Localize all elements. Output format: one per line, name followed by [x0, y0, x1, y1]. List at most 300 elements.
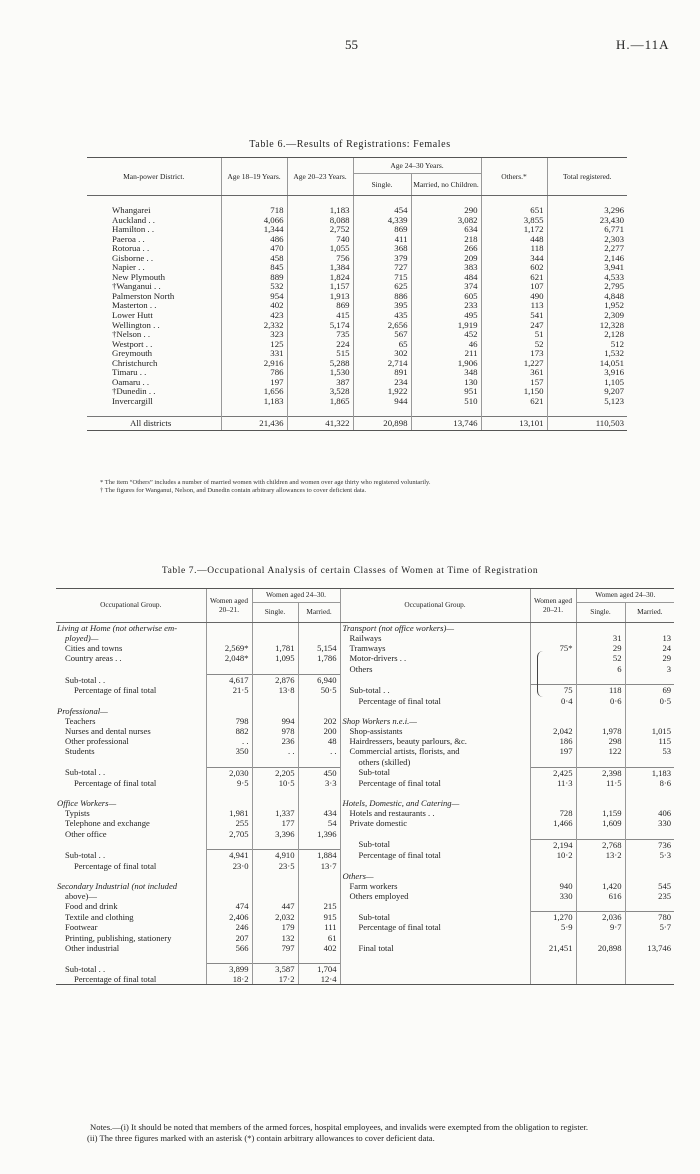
- cell-b: 2,752: [287, 225, 353, 235]
- left-value-s: 2,205: [252, 767, 298, 778]
- cell-s: 4,339: [353, 216, 411, 226]
- cell-b: 387: [287, 378, 353, 388]
- district-name: Oamaru . .: [112, 377, 150, 387]
- left-value-s: 17·2: [252, 974, 298, 985]
- left-value-m: 5,154: [298, 643, 340, 653]
- left-value-s: 797: [252, 943, 298, 953]
- right-group-label: [340, 964, 530, 975]
- right-group-label: Transport (not office workers)—: [340, 623, 530, 634]
- right-value-s: 20,898: [576, 943, 625, 953]
- right-group-label: Percentage of final total: [340, 850, 530, 861]
- district-row: [87, 263, 627, 273]
- col-age-18-19: Age 18–19 Years.: [221, 158, 287, 196]
- left-group-label: Other office: [65, 828, 107, 839]
- cell-a: 889: [221, 273, 287, 283]
- cell-t: 2,128: [547, 330, 627, 340]
- left-value-w: [206, 881, 252, 891]
- left-value-m: 1,704: [298, 964, 340, 975]
- left-value-m: [298, 757, 340, 768]
- right-value-s: 6: [576, 664, 625, 675]
- left-group-label: Percentage of final total: [56, 974, 206, 985]
- right-value-w: 2,425: [530, 767, 576, 778]
- left-group-label: Secondary Industrial (not included: [57, 880, 178, 891]
- right-value-s: 2,398: [576, 767, 625, 778]
- left-group-label: [56, 839, 206, 850]
- left-value-s: [252, 881, 298, 891]
- cell-b: 1,183: [287, 206, 353, 216]
- left-group-label: Other professional: [65, 736, 129, 747]
- district-row: [87, 378, 627, 388]
- table-row: [56, 798, 674, 808]
- left-value-w: 18·2: [206, 974, 252, 985]
- cell-o: 1,227: [481, 359, 547, 369]
- right-value-m: [625, 901, 674, 912]
- cell-m: 209: [411, 254, 481, 264]
- right-value-m: [625, 953, 674, 964]
- cell-s: 2,714: [353, 359, 411, 369]
- right-value-m: 545: [625, 881, 674, 891]
- right-group-label: Shop-assistants: [340, 726, 530, 736]
- left-group-label: [56, 664, 206, 675]
- cell-a: 2,916: [221, 359, 287, 369]
- district-name: Wellington . .: [112, 320, 160, 330]
- district-row: [87, 282, 627, 292]
- left-value-s: [252, 623, 298, 634]
- cell-b: 8,088: [287, 216, 353, 226]
- left-value-m: 61: [298, 933, 340, 943]
- left-group-label: Footwear: [65, 922, 98, 933]
- cell-m: 510: [411, 397, 481, 407]
- left-group-label: Professional—: [57, 705, 108, 716]
- right-value-w: 5·9: [530, 922, 576, 932]
- right-group-label: Percentage of final total: [340, 778, 530, 788]
- left-value-s: 2,032: [252, 912, 298, 923]
- right-value-m: [625, 964, 674, 975]
- cell-a: 486: [221, 235, 287, 245]
- cell-m: 452: [411, 330, 481, 340]
- left-value-w: 2,030: [206, 767, 252, 778]
- left-group-label: Cities and towns: [65, 643, 123, 654]
- table-row: [56, 861, 674, 871]
- district-name: Masterton . .: [112, 301, 157, 311]
- cell-s: 944: [353, 397, 411, 407]
- registrations-table: [87, 157, 627, 431]
- right-value-w: 75: [530, 685, 576, 696]
- left-value-m: 111: [298, 922, 340, 932]
- col-married: Married, no Children.: [411, 174, 481, 196]
- cell-m: 484: [411, 273, 481, 283]
- left-value-s: 994: [252, 716, 298, 726]
- right-group-label: Motor-drivers . .: [340, 653, 530, 663]
- left-value-w: 4,617: [206, 674, 252, 685]
- right-value-m: 24: [625, 643, 674, 653]
- transport-brace: [537, 651, 546, 697]
- cell-o: 107: [481, 282, 547, 292]
- cell-s: 379: [353, 254, 411, 264]
- right-value-s: [576, 901, 625, 912]
- left-group-label: [56, 696, 206, 706]
- col-single: Single.: [353, 174, 411, 196]
- cell-o: 344: [481, 254, 547, 264]
- left-group-label: Living at Home (not otherwise em-: [57, 623, 178, 633]
- right-group-label: Tramways: [340, 643, 530, 653]
- right-value-s: [576, 933, 625, 943]
- left-group-label: Food and drink: [65, 901, 118, 912]
- right-value-s: [576, 829, 625, 840]
- total-row: [87, 417, 627, 431]
- right-value-w: [530, 798, 576, 808]
- left-value-w: 882: [206, 726, 252, 736]
- cell-t: 3,296: [547, 206, 627, 216]
- right-value-m: [625, 757, 674, 768]
- table-row: [56, 653, 674, 663]
- district-name: †Wanganui . .: [112, 282, 161, 292]
- left-group-label: Printing, publishing, stationery: [65, 932, 172, 943]
- left-value-s: [252, 891, 298, 901]
- table-row: [56, 953, 674, 964]
- district-row: [87, 225, 627, 235]
- table-row: [56, 974, 674, 985]
- cell-t: 5,123: [547, 397, 627, 407]
- cell-a: 4,066: [221, 216, 287, 226]
- cell-a: 423: [221, 311, 287, 321]
- cell-s: 1,922: [353, 387, 411, 397]
- table-row: [56, 757, 674, 768]
- cell-m: 1,906: [411, 359, 481, 369]
- cell-m: 605: [411, 292, 481, 302]
- right-value-s: 1,159: [576, 808, 625, 818]
- cell-b: 224: [287, 340, 353, 350]
- cell-o: 247: [481, 321, 547, 331]
- right-group-label: [340, 788, 530, 798]
- right-value-m: [625, 623, 674, 634]
- left-value-s: [252, 633, 298, 643]
- cell-b: 869: [287, 301, 353, 311]
- left-value-m: 3·3: [298, 778, 340, 788]
- right-value-s: [576, 953, 625, 964]
- left-value-s: 23·5: [252, 861, 298, 871]
- right-value-m: 780: [625, 912, 674, 923]
- cell-m: 951: [411, 387, 481, 397]
- cell-t: 9,207: [547, 387, 627, 397]
- right-group-label: Others employed: [340, 891, 530, 901]
- cell-b: 735: [287, 330, 353, 340]
- right-value-m: 8·6: [625, 778, 674, 788]
- table-row: [56, 871, 674, 881]
- cell-m: 218: [411, 235, 481, 245]
- right-value-s: [576, 716, 625, 726]
- left-value-m: . .: [298, 746, 340, 756]
- left-value-m: 200: [298, 726, 340, 736]
- right-value-s: 616: [576, 891, 625, 901]
- right-value-w: 21,451: [530, 943, 576, 953]
- district-name: Westport . .: [112, 339, 153, 349]
- district-row: [87, 292, 627, 302]
- left-value-w: [206, 871, 252, 881]
- right-value-s: [576, 674, 625, 685]
- right-group-label: Final total: [340, 943, 530, 953]
- right-group-label: [340, 674, 530, 685]
- right-group-label: others (skilled): [340, 757, 530, 768]
- table-row: [56, 716, 674, 726]
- left-value-m: [298, 706, 340, 716]
- table-row: [56, 850, 674, 861]
- col-single-left: Single.: [252, 603, 298, 623]
- cell-t: 3,916: [547, 368, 627, 378]
- left-value-m: [298, 871, 340, 881]
- left-value-m: 202: [298, 716, 340, 726]
- right-value-s: 11·5: [576, 778, 625, 788]
- table-row: [56, 633, 674, 643]
- right-value-w: [530, 953, 576, 964]
- left-value-m: 12·4: [298, 974, 340, 985]
- table-row: [56, 829, 674, 840]
- cell-o: 1,172: [481, 225, 547, 235]
- table-row: [56, 839, 674, 850]
- cell-t: 2,309: [547, 311, 627, 321]
- table-row: [56, 674, 674, 685]
- cell-t: 6,771: [547, 225, 627, 235]
- district-row: [87, 368, 627, 378]
- left-value-s: 10·5: [252, 778, 298, 788]
- left-group-label: Textile and clothing: [65, 912, 134, 923]
- note-asterisk: (ii) The three figures marked with an asterisk (*) contain arbitrary allowances to cover deficient data.: [87, 1132, 435, 1143]
- left-value-m: 215: [298, 901, 340, 912]
- left-value-m: 402: [298, 943, 340, 953]
- left-value-w: 2,048*: [206, 653, 252, 663]
- right-group-label: Commercial artists, florists, and: [340, 746, 530, 756]
- cell-a: 458: [221, 254, 287, 264]
- district-name: Christchurch: [112, 358, 158, 368]
- right-group-label: [340, 829, 530, 840]
- right-value-m: [625, 788, 674, 798]
- district-name: All districts: [87, 417, 221, 431]
- right-value-s: 0·6: [576, 696, 625, 706]
- table7-notes: [74, 1122, 588, 1143]
- table-row: [56, 706, 674, 716]
- district-name: Palmerston North: [112, 291, 175, 301]
- cell-s: 715: [353, 273, 411, 283]
- left-group-label: Typists: [65, 808, 90, 819]
- left-group-label: Telephone and exchange: [65, 818, 150, 829]
- left-value-w: 2,406: [206, 912, 252, 923]
- table6-caption: Table 6.—Results of Registrations: Females: [249, 139, 451, 150]
- table-row: [56, 808, 674, 818]
- district-row: [87, 206, 627, 216]
- left-value-s: [252, 706, 298, 716]
- left-group-label: Office Workers—: [57, 798, 117, 809]
- cell-s: 411: [353, 235, 411, 245]
- cell-t: 12,328: [547, 321, 627, 331]
- table-row: [56, 881, 674, 891]
- cell-b: 5,174: [287, 321, 353, 331]
- table-row: [56, 726, 674, 736]
- cell-o: 602: [481, 263, 547, 273]
- cell-b: 1,865: [287, 397, 353, 407]
- cell-b: 1,055: [287, 244, 353, 254]
- right-value-w: [530, 706, 576, 716]
- district-row: [87, 216, 627, 226]
- table-row: [56, 664, 674, 675]
- cell-a: 1,656: [221, 387, 287, 397]
- left-value-s: 236: [252, 736, 298, 746]
- right-value-w: [530, 623, 576, 634]
- district-row: [87, 349, 627, 359]
- right-value-s: [576, 798, 625, 808]
- cell-b: 1,913: [287, 292, 353, 302]
- right-value-w: [530, 964, 576, 975]
- cell-b: 415: [287, 311, 353, 321]
- district-name: Invercargill: [112, 396, 153, 406]
- right-value-s: [576, 706, 625, 716]
- right-value-s: 9·7: [576, 922, 625, 932]
- left-value-s: 132: [252, 933, 298, 943]
- cell-m: 290: [411, 206, 481, 216]
- cell-a: 402: [221, 301, 287, 311]
- right-value-m: [625, 829, 674, 840]
- cell-s: 891: [353, 368, 411, 378]
- cell-o: 621: [481, 397, 547, 407]
- left-group-label: Sub-total . .: [65, 767, 106, 778]
- right-value-m: 736: [625, 839, 674, 850]
- right-value-w: [530, 757, 576, 768]
- cell-a: 125: [221, 340, 287, 350]
- col-women-20-21-right: Women aged 20–21.: [530, 589, 576, 623]
- left-group-label: Sub-total . .: [65, 674, 106, 685]
- left-value-m: [298, 623, 340, 634]
- left-value-s: [252, 788, 298, 798]
- left-value-s: 13·8: [252, 685, 298, 696]
- cell-o: 113: [481, 301, 547, 311]
- cell-s: 302: [353, 349, 411, 359]
- left-group-label: Percentage of final total: [74, 777, 157, 788]
- right-value-m: 29: [625, 653, 674, 663]
- cell-t: 1,952: [547, 301, 627, 311]
- table-row: [56, 736, 674, 746]
- right-value-m: 406: [625, 808, 674, 818]
- right-value-s: [576, 974, 625, 985]
- cell-t: 2,277: [547, 244, 627, 254]
- left-value-w: [206, 757, 252, 768]
- cell-b: 1,384: [287, 263, 353, 273]
- right-value-m: 0·5: [625, 696, 674, 706]
- left-value-m: [298, 664, 340, 675]
- cell-o: 51: [481, 330, 547, 340]
- cell-b: 5,288: [287, 359, 353, 369]
- table-row: [56, 943, 674, 953]
- left-value-s: 4,910: [252, 850, 298, 861]
- left-value-s: [252, 757, 298, 768]
- cell-o: 541: [481, 311, 547, 321]
- district-row: [87, 397, 627, 407]
- cell-m: 1,919: [411, 321, 481, 331]
- right-value-s: [576, 964, 625, 975]
- cell-b: 1,157: [287, 282, 353, 292]
- right-value-m: [625, 974, 674, 985]
- right-value-m: 235: [625, 891, 674, 901]
- left-value-w: 1,981: [206, 808, 252, 818]
- col-district: Man-power District.: [87, 158, 221, 196]
- left-value-w: 23·0: [206, 861, 252, 871]
- right-value-m: 1,015: [625, 726, 674, 736]
- left-value-s: [252, 871, 298, 881]
- district-row: [87, 254, 627, 264]
- left-group-label: above)—: [65, 891, 97, 901]
- left-value-s: 2,876: [252, 674, 298, 685]
- note-exemptions: Notes.—(i) It should be noted that members of the armed forces, hospital employees, and invalids were exempted from the obligation to register.: [90, 1122, 589, 1132]
- right-value-w: [530, 871, 576, 881]
- right-group-label: Others: [340, 664, 530, 675]
- table6-footnotes: [100, 479, 431, 495]
- right-group-label: [340, 706, 530, 716]
- right-value-m: 3: [625, 664, 674, 675]
- table-row: [56, 767, 674, 778]
- right-value-s: 298: [576, 736, 625, 746]
- left-group-label: [56, 953, 206, 964]
- left-value-m: 54: [298, 818, 340, 828]
- right-value-w: 940: [530, 881, 576, 891]
- left-value-w: 4,941: [206, 850, 252, 861]
- right-group-label: [340, 953, 530, 964]
- col-married-right: Married.: [625, 603, 674, 623]
- left-value-s: 1,095: [252, 653, 298, 663]
- right-value-w: 330: [530, 891, 576, 901]
- right-group-label: Percentage of final total: [340, 696, 530, 706]
- table-row: [56, 623, 674, 634]
- cell-o: 52: [481, 340, 547, 350]
- right-value-m: 1,183: [625, 767, 674, 778]
- left-value-m: [298, 881, 340, 891]
- cell-s: 886: [353, 292, 411, 302]
- right-group-label: Private domestic: [340, 818, 530, 828]
- table-row: [56, 891, 674, 901]
- cell-b: 740: [287, 235, 353, 245]
- right-value-w: 0·4: [530, 696, 576, 706]
- cell-b: 1,530: [287, 368, 353, 378]
- district-name: Gisborne . .: [112, 253, 154, 263]
- table-row: [56, 922, 674, 932]
- right-group-label: [340, 901, 530, 912]
- cell-t: 14,051: [547, 359, 627, 369]
- right-value-s: [576, 623, 625, 634]
- district-row: [87, 301, 627, 311]
- cell-o: 173: [481, 349, 547, 359]
- cell-s: 435: [353, 311, 411, 321]
- right-group-label: Hotels, Domestic, and Catering—: [340, 798, 530, 808]
- cell-a: 532: [221, 282, 287, 292]
- cell-s: 454: [353, 206, 411, 216]
- right-value-w: 1,270: [530, 912, 576, 923]
- left-value-w: 246: [206, 922, 252, 932]
- right-value-w: 728: [530, 808, 576, 818]
- cell-s: 2,656: [353, 321, 411, 331]
- cell-t: 1,532: [547, 349, 627, 359]
- cell-m: 374: [411, 282, 481, 292]
- cell-t: 4,533: [547, 273, 627, 283]
- left-value-w: [206, 706, 252, 716]
- right-value-w: 1,466: [530, 818, 576, 828]
- left-value-w: 350: [206, 746, 252, 756]
- cell-m: 383: [411, 263, 481, 273]
- left-value-w: [206, 633, 252, 643]
- right-group-label: Railways: [340, 633, 530, 643]
- district-row: [87, 340, 627, 350]
- left-value-s: [252, 953, 298, 964]
- left-value-w: [206, 664, 252, 675]
- right-value-s: 2,768: [576, 839, 625, 850]
- cell-m: 46: [411, 340, 481, 350]
- right-value-m: [625, 706, 674, 716]
